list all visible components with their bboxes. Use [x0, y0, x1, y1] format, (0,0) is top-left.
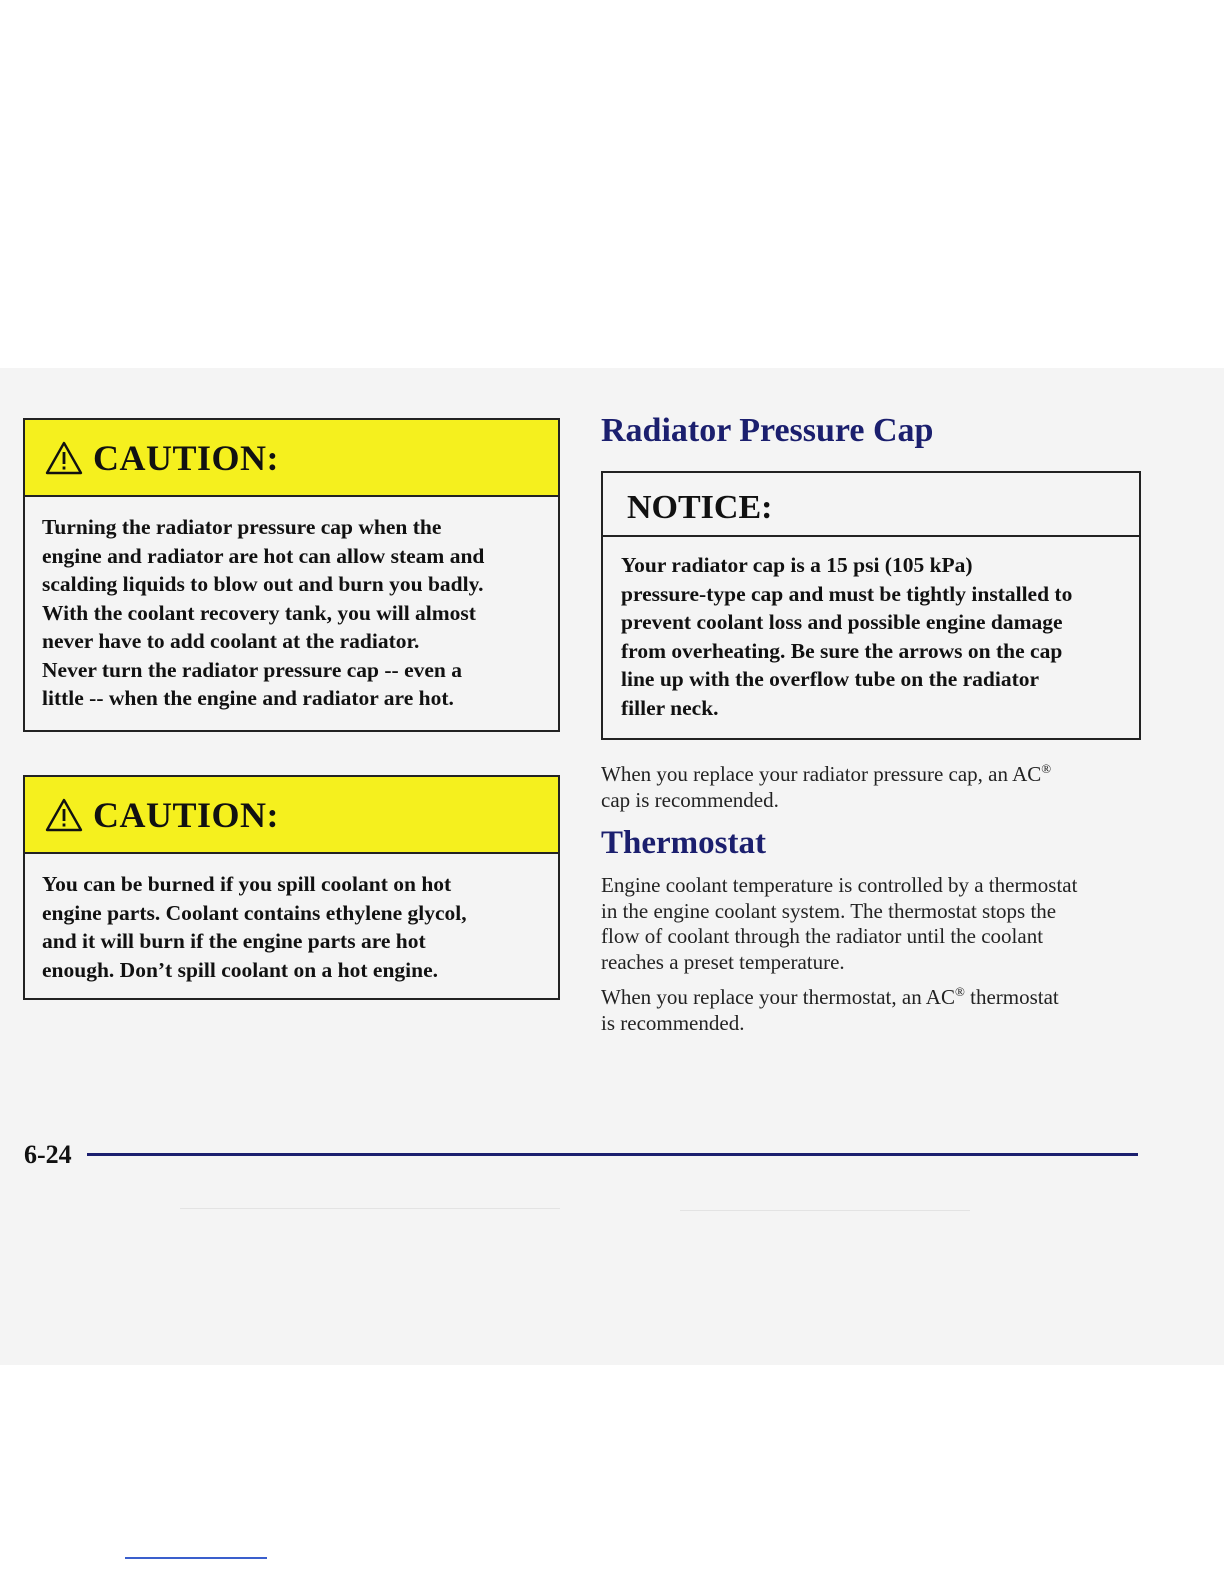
thermostat-line: Engine coolant temperature is controlled by a thermostat [601, 873, 1078, 897]
thermostat-heading: Thermostat [601, 825, 766, 861]
footer-rule [87, 1153, 1138, 1156]
caution-line: never have to add coolant at the radiator. [42, 629, 420, 653]
blue-underline-mark [125, 1557, 267, 1559]
radiator-cap-heading: Radiator Pressure Cap [601, 412, 934, 449]
caution-line: Turning the radiator pressure cap when the [42, 515, 442, 539]
notice-line: filler neck. [621, 695, 719, 720]
caution-header [25, 777, 558, 854]
thermostat-line: in the engine coolant system. The thermostat stops the [601, 898, 1057, 923]
cap-replacement-text [601, 762, 1141, 813]
registered-mark: ® [954, 984, 965, 999]
warning-triangle-icon [45, 798, 83, 832]
faint-divider [680, 1210, 970, 1211]
thermostat-line: reaches a preset temperature. [601, 949, 845, 974]
caution-body [25, 854, 558, 998]
notice-line: from overheating. Be sure the arrows on the cap [621, 638, 1063, 663]
caution-line: You can be burned if you spill coolant on hot [42, 872, 452, 896]
caution-title: CAUTION: [93, 794, 280, 835]
thermostat-replacement-text [601, 985, 1141, 1036]
notice-line: Your radiator cap is a 15 psi (105 kPa) [621, 553, 973, 577]
faint-divider [180, 1208, 560, 1209]
registered-mark: ® [1041, 761, 1052, 776]
thermostat-line: flow of coolant through the radiator until the coolant [601, 924, 1044, 948]
thermostat-description [601, 873, 1141, 975]
caution-line: engine and radiator are hot can allow steam and [42, 543, 485, 568]
notice-box [601, 471, 1141, 740]
caution-body [25, 497, 558, 727]
caution-box-coolant-burn [23, 775, 560, 1000]
caution-box-pressure-cap [23, 418, 560, 732]
notice-title: NOTICE: [603, 473, 1139, 537]
thermostat-replacement-line: thermostat [964, 985, 1059, 1009]
thermostat-replacement-line: When you replace your thermostat, an AC [601, 985, 955, 1009]
caution-line: With the coolant recovery tank, you will almost [42, 600, 476, 625]
caution-line: scalding liquids to blow out and burn you badly. [42, 572, 484, 596]
notice-line: prevent coolant loss and possible engine damage [621, 610, 1063, 634]
caution-line: and it will burn if the engine parts are hot [42, 929, 426, 953]
caution-line: little -- when the engine and radiator are hot. [42, 686, 454, 710]
caution-title: CAUTION: [93, 437, 280, 478]
warning-triangle-icon [45, 441, 83, 475]
caution-line: engine parts. Coolant contains ethylene glycol, [42, 900, 467, 925]
notice-line: line up with the overflow tube on the radiator [621, 667, 1040, 691]
thermostat-replacement-line: is recommended. [601, 1010, 745, 1035]
notice-line: pressure-type cap and must be tightly installed to [621, 581, 1073, 606]
caution-line: enough. Don’t spill coolant on a hot engine. [42, 957, 439, 982]
caution-line: Never turn the radiator pressure cap -- even a [42, 657, 462, 682]
cap-replacement-line: When you replace your radiator pressure cap, an AC [601, 762, 1042, 786]
notice-body [603, 537, 1139, 722]
page-number: 6-24 [24, 1140, 72, 1169]
caution-header [25, 420, 558, 497]
cap-replacement-line: cap is recommended. [601, 787, 779, 812]
